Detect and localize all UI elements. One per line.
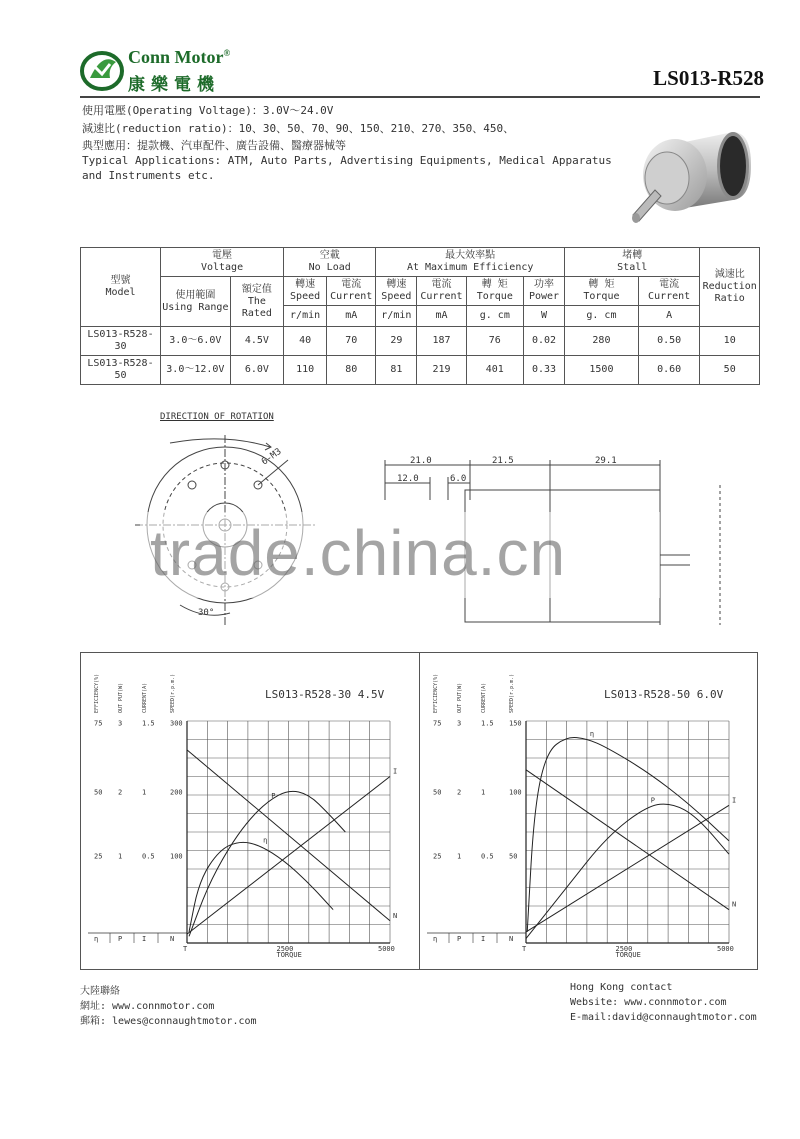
unit-cell: mA [417, 306, 466, 327]
tick-label: 300 [170, 719, 183, 728]
tick-label: 100 [170, 852, 183, 861]
rotation-label: DIRECTION OF ROTATION [160, 412, 274, 422]
th-me-power: 功率 Power [524, 277, 565, 306]
axis-label: EFFICIENCY(%) [94, 673, 100, 713]
th-model: 型號 Model [81, 248, 161, 327]
tick-label: 1 [142, 788, 147, 797]
tick-label: 1 [118, 852, 123, 861]
th-noload: 空載 No Load [284, 248, 376, 277]
cell-nl-current: 80 [327, 356, 376, 385]
cell-range: 3.0～6.0V [161, 327, 231, 356]
axis-symbol: P [118, 935, 123, 943]
motor-photo [615, 120, 760, 240]
cell-ratio: 50 [700, 356, 760, 385]
tick-label: 25 [433, 852, 442, 861]
cell-nl-current: 70 [327, 327, 376, 356]
th-rated: 額定值 The Rated [230, 277, 283, 327]
curve-label: η [263, 836, 268, 845]
spec-applications-en-2: and Instruments etc. [82, 169, 215, 182]
series-line [527, 738, 729, 932]
charts-divider [419, 652, 420, 970]
model-title: LS013-R528 [653, 66, 764, 90]
cell-me-current: 187 [417, 327, 466, 356]
performance-chart-50 [419, 653, 758, 969]
axis-label: OUT PUT(W) [118, 682, 124, 713]
unit-cell: mA [327, 306, 376, 327]
axis-symbol: N [170, 935, 175, 943]
curve-label: N [393, 911, 398, 920]
cell-model: LS013-R528-50 [81, 356, 161, 385]
dim-21-5: 21.5 [492, 456, 514, 466]
cell-rated: 6.0V [230, 356, 283, 385]
spec-applications-en-1: Typical Applications: ATM, Auto Parts, Advertising Equipments, Medical Apparatus [82, 154, 612, 167]
tick-label: 0.5 [481, 852, 494, 861]
x-tick-label: 5000 [717, 945, 734, 953]
dim-12-0: 12.0 [397, 474, 419, 484]
axis-symbol: P [457, 935, 462, 943]
tick-label: 1 [481, 788, 486, 797]
x-axis-label: TORQUE [615, 951, 641, 959]
spec-applications-zh: 典型應用：提款機、汽車配件、廣告設備、醫療器械等 [82, 139, 346, 152]
cell-ratio: 10 [700, 327, 760, 356]
tick-label: 1 [457, 852, 462, 861]
cell-me-current: 219 [417, 356, 466, 385]
unit-cell: g. cm [565, 306, 639, 327]
tick-label: 2 [457, 788, 462, 797]
th-nl-current: 電流 Current [327, 277, 376, 306]
tick-label: 50 [433, 788, 442, 797]
curve-label: P [271, 791, 276, 800]
watermark: trade.china.cn [150, 517, 567, 589]
chart-title: LS013-R528-30 4.5V [265, 688, 385, 701]
th-me-speed: 轉速 Speed [376, 277, 417, 306]
th-me-current: 電流 Current [417, 277, 466, 306]
axis-label: EFFICIENCY(%) [433, 673, 439, 713]
axis-label: OUT PUT(W) [457, 682, 463, 713]
cell-me-torque: 401 [466, 356, 523, 385]
cell-me-power: 0.02 [524, 327, 565, 356]
unit-cell: g. cm [466, 306, 523, 327]
tick-label: 150 [509, 719, 522, 728]
axis-label: CURRENT(A) [481, 682, 487, 713]
tick-label: 3 [457, 719, 462, 728]
angle-label: 30° [198, 608, 215, 618]
tick-label: 50 [94, 788, 103, 797]
tick-label: 2 [118, 788, 123, 797]
curve-label: P [650, 796, 656, 805]
tick-label: 1.5 [481, 719, 494, 728]
tick-label: 200 [170, 788, 183, 797]
tick-label: 25 [94, 852, 103, 861]
logo-chinese: 康樂電機 [128, 75, 220, 95]
axis-symbol: η [433, 935, 438, 943]
footer-mainland-email[interactable]: 郵箱: lewes@connaughtmotor.com [80, 1016, 257, 1027]
footer-hk-website[interactable]: Website: www.connmotor.com [570, 997, 727, 1008]
spec-voltage: 使用電壓(Operating Voltage)：3.0V～24.0V [82, 104, 334, 117]
cell-nl-speed: 110 [284, 356, 327, 385]
spec-ratio: 減速比(reduction ratio)：10、30、50、70、90、150、210、270、350、450、 [82, 122, 515, 135]
unit-cell: A [638, 306, 700, 327]
unit-cell: r/min [284, 306, 327, 327]
cell-st-torque: 280 [565, 327, 639, 356]
hole-label: 6-M3 [259, 446, 284, 468]
table-header-row-2 [81, 277, 760, 306]
x-axis-label: TORQUE [276, 951, 302, 959]
tick-label: 100 [509, 788, 522, 797]
unit-cell: r/min [376, 306, 417, 327]
th-stall: 堵轉 Stall [565, 248, 700, 277]
dim-6-0: 6.0 [450, 474, 467, 484]
cell-st-torque: 1500 [565, 356, 639, 385]
dim-29-1: 29.1 [595, 456, 617, 466]
cell-me-torque: 76 [466, 327, 523, 356]
curve-label: η [589, 729, 595, 738]
tick-label: 50 [509, 852, 518, 861]
th-st-current: 電流 Current [638, 277, 700, 306]
unit-cell: W [524, 306, 565, 327]
cell-st-current: 0.50 [638, 327, 700, 356]
table-header-row-1 [81, 248, 760, 277]
cell-me-power: 0.33 [524, 356, 565, 385]
cell-range: 3.0～12.0V [161, 356, 231, 385]
th-reduction-ratio: 減速比 Reduction Ratio [700, 248, 760, 327]
axis-symbol: I [481, 935, 486, 943]
axis-symbol: N [509, 935, 514, 943]
dim-21-0: 21.0 [410, 456, 432, 466]
footer-hk-email[interactable]: E-mail:david@connaughtmotor.com [570, 1012, 757, 1023]
curve-label: I [732, 796, 737, 805]
cell-me-speed: 29 [376, 327, 417, 356]
x-tick-label: 2500 [276, 945, 294, 953]
axis-symbol: η [94, 935, 99, 943]
axis-label: SPEED(r.p.m.) [509, 673, 515, 713]
cell-rated: 4.5V [230, 327, 283, 356]
cell-st-current: 0.60 [638, 356, 700, 385]
curve-label: I [393, 767, 398, 776]
tick-label: 75 [433, 719, 442, 728]
th-max-efficiency: 最大效率點 At Maximum Efficiency [376, 248, 565, 277]
axis-symbol: I [142, 935, 147, 943]
origin-label: T [183, 945, 188, 953]
tick-label: 75 [94, 719, 103, 728]
x-tick-label: 2500 [615, 945, 633, 953]
footer-mainland-website[interactable]: 網址: www.connmotor.com [80, 1001, 215, 1012]
table-row [81, 327, 760, 356]
tick-label: 0.5 [142, 852, 155, 861]
spec-table [80, 247, 760, 385]
series-line [189, 842, 333, 932]
header-divider [80, 96, 760, 98]
cell-me-speed: 81 [376, 356, 417, 385]
origin-label: T [522, 945, 527, 953]
axis-label: CURRENT(A) [142, 682, 148, 713]
cell-nl-speed: 40 [284, 327, 327, 356]
th-st-torque: 轉 矩 Torque [565, 277, 639, 306]
curve-label: N [732, 900, 737, 909]
cell-model: LS013-R528-30 [81, 327, 161, 356]
tick-label: 3 [118, 719, 123, 728]
th-me-torque: 轉 矩 Torque [466, 277, 523, 306]
tick-label: 1.5 [142, 719, 155, 728]
th-nl-speed: 轉速 Speed [284, 277, 327, 306]
footer-hk-title: Hong Kong contact [570, 982, 673, 993]
th-voltage: 電壓 Voltage [161, 248, 284, 277]
performance-chart-30 [80, 653, 419, 969]
x-tick-label: 5000 [378, 945, 395, 953]
logo-english: Conn Motor® [128, 47, 231, 67]
chart-title: LS013-R528-50 6.0V [604, 688, 724, 701]
axis-label: SPEED(r.p.m.) [170, 673, 176, 713]
table-row [81, 356, 760, 385]
footer-mainland-title: 大陸聯絡 [80, 986, 120, 997]
th-using-range: 使用範圍 Using Range [161, 277, 231, 327]
